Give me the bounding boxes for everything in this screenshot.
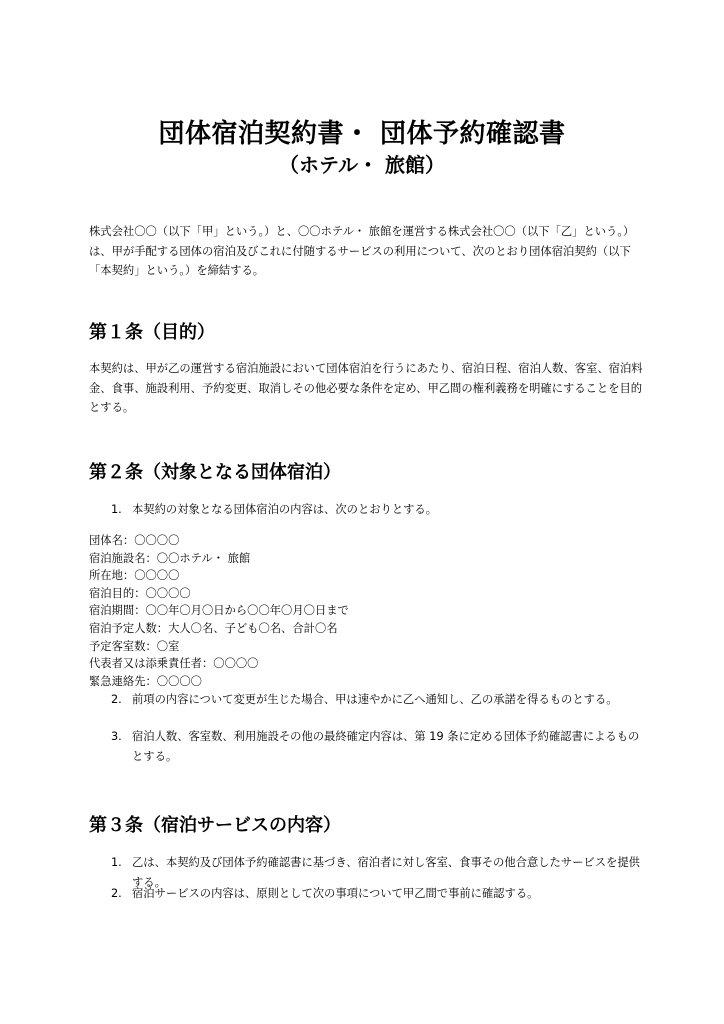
- article-2-heading: 第２条（対象となる団体宿泊）: [89, 462, 341, 483]
- detail-emergency-contact: 緊急連絡先：〇〇〇〇: [89, 674, 202, 688]
- list-item: [111, 690, 646, 710]
- detail-purpose: 宿泊目的：〇〇〇〇: [89, 586, 191, 600]
- detail-period: 宿泊期間：〇〇年〇月〇日から〇〇年〇月〇日まで: [89, 604, 349, 618]
- document-subtitle: （ホテル・ 旅館）: [279, 153, 445, 177]
- list-item-number: 3.: [111, 730, 122, 743]
- detail-group-name: 団体名：〇〇〇〇: [89, 534, 180, 547]
- list-item-number: 1.: [111, 503, 122, 516]
- list-item-text: 前項の内容について変更が生じた場合、甲は速やかに乙へ通知し、乙の承諾を得るものとする。: [132, 693, 618, 706]
- detail-guest-count: 宿泊予定人数：大人〇名、子ども〇名、合計〇名: [89, 621, 338, 635]
- list-item: [111, 727, 646, 766]
- preamble-paragraph: 株式会社〇〇（以下「甲」という。）と、〇〇ホテル・ 旅館を運営する株式会社〇〇（以下「乙」という。）は、甲が手配する団体の宿泊及びこれに付随するサービスの利用について、次のとおり団体宿泊契約（以下「本契約」という。）を締結する。: [89, 225, 635, 278]
- list-item-number: 2.: [111, 693, 122, 706]
- article-3-heading: 第３条（宿泊サービスの内容）: [89, 815, 341, 836]
- list-item-number: 1.: [111, 856, 122, 869]
- document-title: 団体宿泊契約書・ 団体予約確認書: [158, 119, 566, 149]
- article-1-body: 本契約は、甲が乙の運営する宿泊施設において団体宿泊を行うにあたり、宿泊日程、宿泊人数、客室、宿泊料金、食事、施設利用、予約変更、取消しその他必要な条件を定め、甲乙間の権利義務を明確にすることを目的とする。: [89, 362, 643, 415]
- list-item-text: 宿泊サービスの内容は、原則として次の事項について甲乙間で事前に確認する。: [132, 887, 539, 900]
- list-item-text: 宿泊人数、客室数、利用施設その他の最終確定内容は、第 19 条に定める団体予約確認書によるものとする。: [132, 730, 640, 763]
- list-item-text: 乙は、本契約及び団体予約確認書に基づき、宿泊者に対し客室、食事その他合意したサービスを提供する。: [132, 856, 640, 889]
- detail-address: 所在地：〇〇〇〇: [89, 569, 180, 583]
- list-item-number: 2.: [111, 887, 122, 900]
- detail-room-count: 予定客室数：〇室: [89, 639, 180, 653]
- article-1-heading: 第１条（目的）: [89, 322, 215, 343]
- detail-facility-name: 宿泊施設名：〇〇ホテル・ 旅館: [89, 551, 251, 565]
- list-item: [111, 500, 646, 520]
- list-item: [111, 884, 646, 904]
- detail-representative: 代表者又は添乗責任者：〇〇〇〇: [89, 657, 259, 671]
- group-details-list: [89, 532, 489, 690]
- list-item-text: 本契約の対象となる団体宿泊の内容は、次のとおりとする。: [132, 503, 438, 516]
